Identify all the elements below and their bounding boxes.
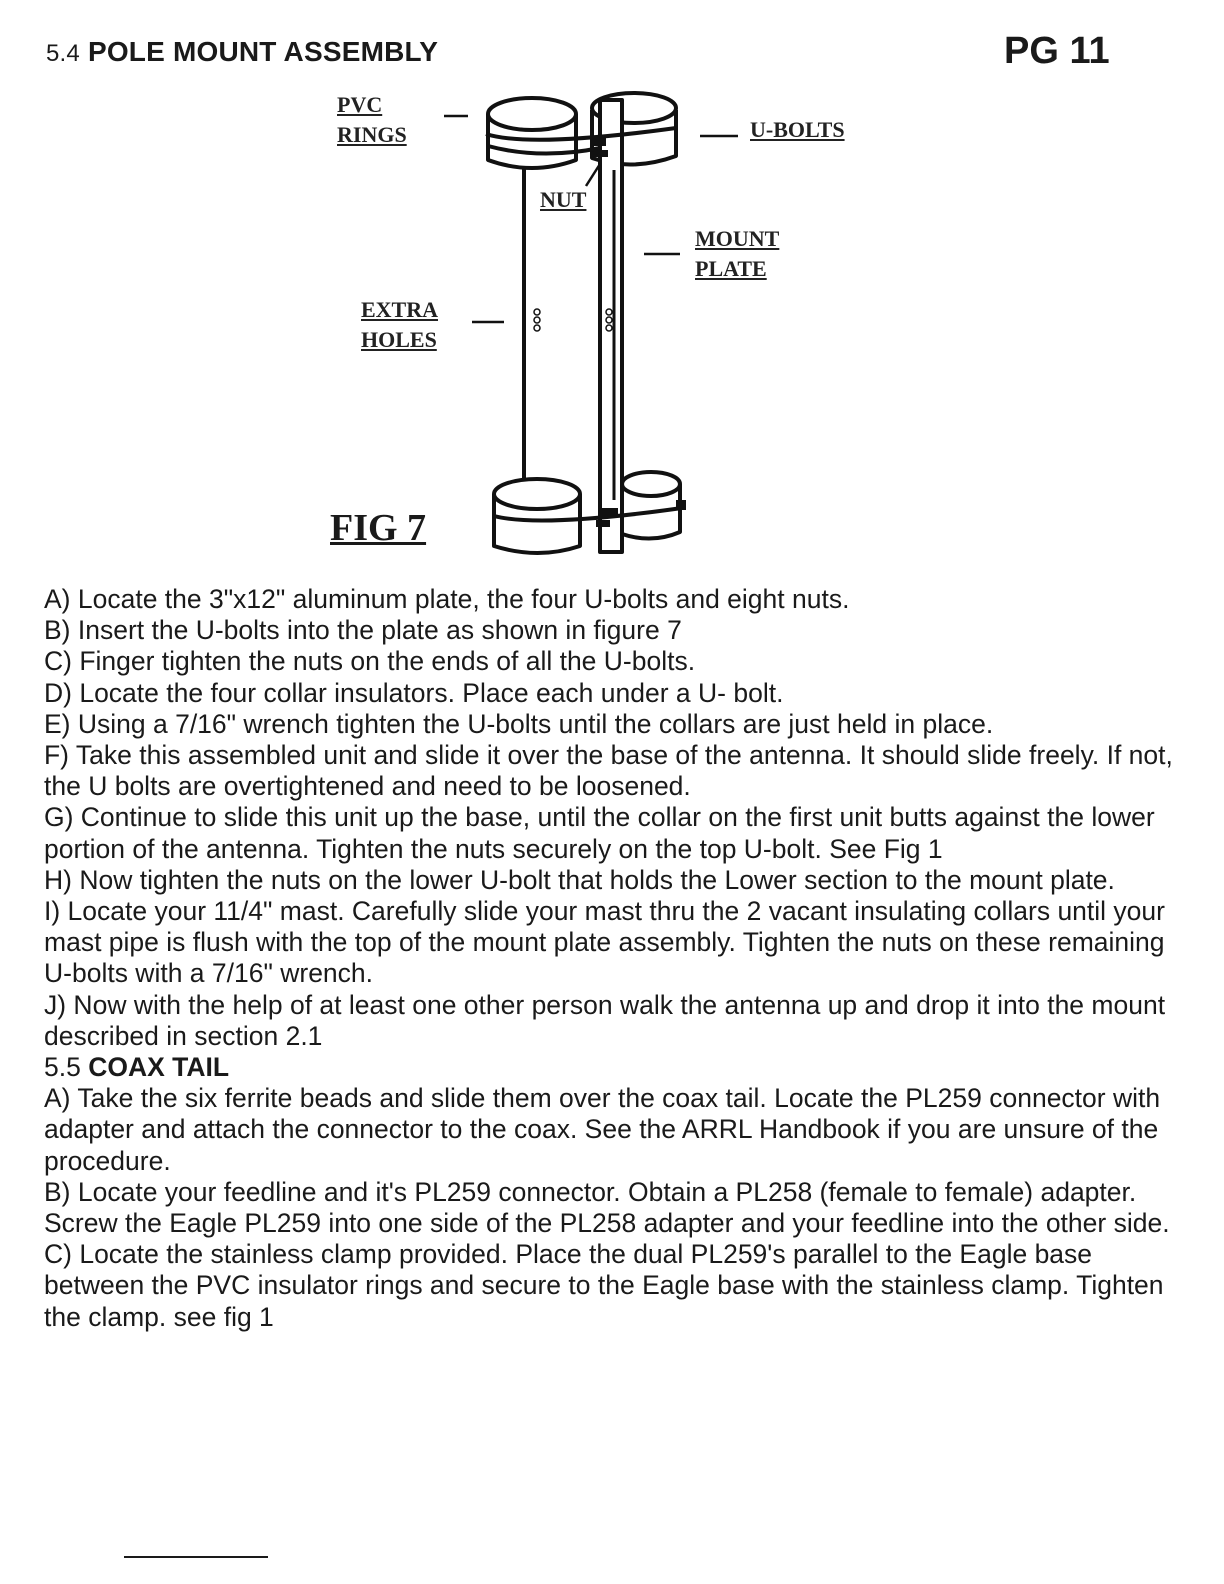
step-5-4-c: C) Finger tighten the nuts on the ends of all the U-bolts. [44, 646, 696, 677]
step-5-4-j: J) Now with the help of at least one other person walk the antenna up and drop it into the mount described in section 2.1 [44, 989, 1166, 1051]
label-extra-holes: EXTRA HOLES [361, 297, 439, 352]
section-5-5-title: COAX TAIL [88, 1052, 230, 1083]
label-ubolts: U-BOLTS [750, 117, 845, 142]
top-left-collar [488, 98, 576, 168]
step-5-4-f: F) Take this assembled unit and slide it over the base of the antenna. It should slide freely. If not, the U bolts are overtightened and need to be loosened. [44, 740, 1173, 802]
step-5-4-h: H) Now tighten the nuts on the lower U-bolt that holds the Lower section to the mount plate. [44, 864, 1115, 895]
label-pvc-rings: PVC RINGS [337, 92, 407, 147]
step-5-4-e: E) Using a 7/16" wrench tighten the U-bolts until the collars are just held in place. [44, 708, 994, 739]
section-5-5-heading [44, 1052, 1184, 1083]
section-number: 5.4 [46, 40, 80, 67]
bottom-left-collar [494, 479, 580, 553]
pole-mount-diagram [0, 0, 1224, 580]
label-nut: NUT [540, 187, 587, 212]
bottom-right-collar [622, 472, 680, 539]
figure-caption: FIG 7 [330, 507, 427, 549]
footer-rule [124, 1556, 268, 1558]
step-5-4-g: G) Continue to slide this unit up the base, until the collar on the first unit butts against the lower portion of the antenna. Tighten the nuts securely on the top U-bolt. See Fig 1 [44, 802, 1155, 864]
label-mount-plate: MOUNT PLATE [695, 226, 780, 281]
step-5-4-d: D) Locate the four collar insulators. Place each under a U- bolt. [44, 677, 784, 708]
section-5-5-number: 5.5 [44, 1052, 81, 1083]
step-5-4-a: A) Locate the 3"x12" aluminum plate, the four U-bolts and eight nuts. [44, 584, 850, 614]
step-5-4-i: I) Locate your 11/4" mast. Carefully slide your mast thru the 2 vacant insulating collars until your mast pipe is flush with the top of the mount plate assembly. Tighten the nuts on these remaining U-bolts with a 7/16" wrench. [44, 896, 1165, 989]
instructions-body [44, 584, 1184, 1333]
page-number: PG 11 [1004, 30, 1110, 72]
step-5-5-a: A) Take the six ferrite beads and slide them over the coax tail. Locate the PL259 connector with adapter and attach the connector to the coax. See the ARRL Handbook if you are unsure of the procedure. [44, 1083, 1161, 1176]
step-5-5-c: C) Locate the stainless clamp provided. Place the dual PL259's parallel to the Eagle base between the PVC insulator rings and secure to the Eagle base with the stainless clamp. Tighten the clamp. see fig 1 [44, 1239, 1164, 1332]
step-5-5-b: B) Locate your feedline and it's PL259 connector. Obtain a PL258 (female to female) adapter. Screw the Eagle PL259 into one side of the PL258 adapter and your feedline into the other side. [44, 1176, 1170, 1239]
step-5-4-b: B) Insert the U-bolts into the plate as shown in figure 7 [44, 615, 682, 646]
leader-nut [586, 164, 600, 186]
section-title: POLE MOUNT ASSEMBLY [87, 36, 439, 67]
mast-tube [522, 110, 526, 530]
